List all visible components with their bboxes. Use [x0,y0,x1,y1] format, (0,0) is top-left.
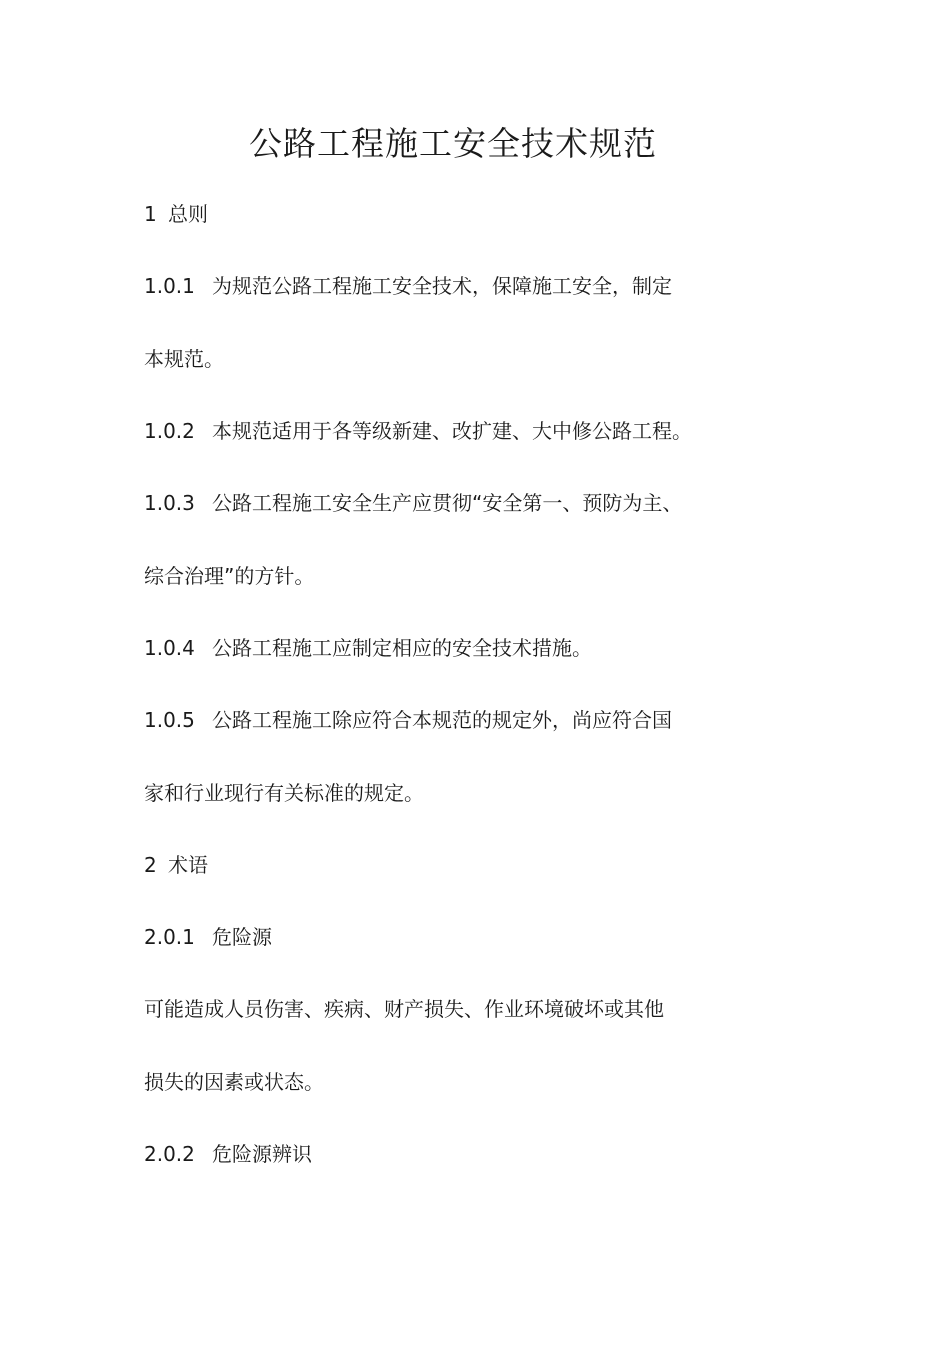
clause-number: 1.0.2 [144,419,195,443]
clause-number: 2.0.2 [144,1142,195,1166]
section-heading-2 [144,850,208,880]
clause-text: 本规范适用于各等级新建、改扩建、大中修公路工程。 [212,419,692,443]
section-title: 术语 [168,853,208,877]
clause-1-0-4 [144,633,592,663]
clause-number: 1.0.1 [144,274,195,298]
clause-2-0-2 [144,1139,312,1169]
clause-2-0-1 [144,922,272,952]
clause-text: 危险源辨识 [212,1142,312,1166]
clause-number: 2.0.1 [144,925,195,949]
clause-text: 危险源 [212,925,272,949]
clause-1-0-1 [144,271,672,301]
clause-number: 1.0.3 [144,491,195,515]
clause-1-0-2 [144,416,692,446]
definition-text [144,994,664,1024]
clause-text: 公路工程施工安全生产应贯彻“安全第一、预防为主、 [212,491,683,515]
clause-number: 1.0.5 [144,708,195,732]
clause-text: 损失的因素或状态。 [144,1070,324,1094]
clause-1-0-5 [144,705,672,735]
clause-text: 可能造成人员伤害、疾病、财产损失、作业环境破坏或其他 [144,997,664,1021]
clause-continuation [144,778,424,808]
clause-text: 家和行业现行有关标准的规定。 [144,781,424,805]
clause-text: 公路工程施工除应符合本规范的规定外，尚应符合国 [212,708,672,732]
clause-1-0-3 [144,488,682,518]
clause-continuation [144,344,224,374]
section-title: 总则 [168,202,208,226]
section-number: 1 [144,202,157,226]
section-number: 2 [144,853,157,877]
clause-text: 公路工程施工应制定相应的安全技术措施。 [212,636,592,660]
clause-text: 综合治理”的方针。 [144,564,315,588]
clause-text: 本规范。 [144,347,224,371]
clause-continuation [144,561,314,591]
definition-continuation [144,1067,324,1097]
clause-text: 为规范公路工程施工安全技术，保障施工安全，制定 [212,274,672,298]
clause-number: 1.0.4 [144,636,195,660]
section-heading-1 [144,199,208,229]
document-title: 公路工程施工安全技术规范 [249,124,657,163]
